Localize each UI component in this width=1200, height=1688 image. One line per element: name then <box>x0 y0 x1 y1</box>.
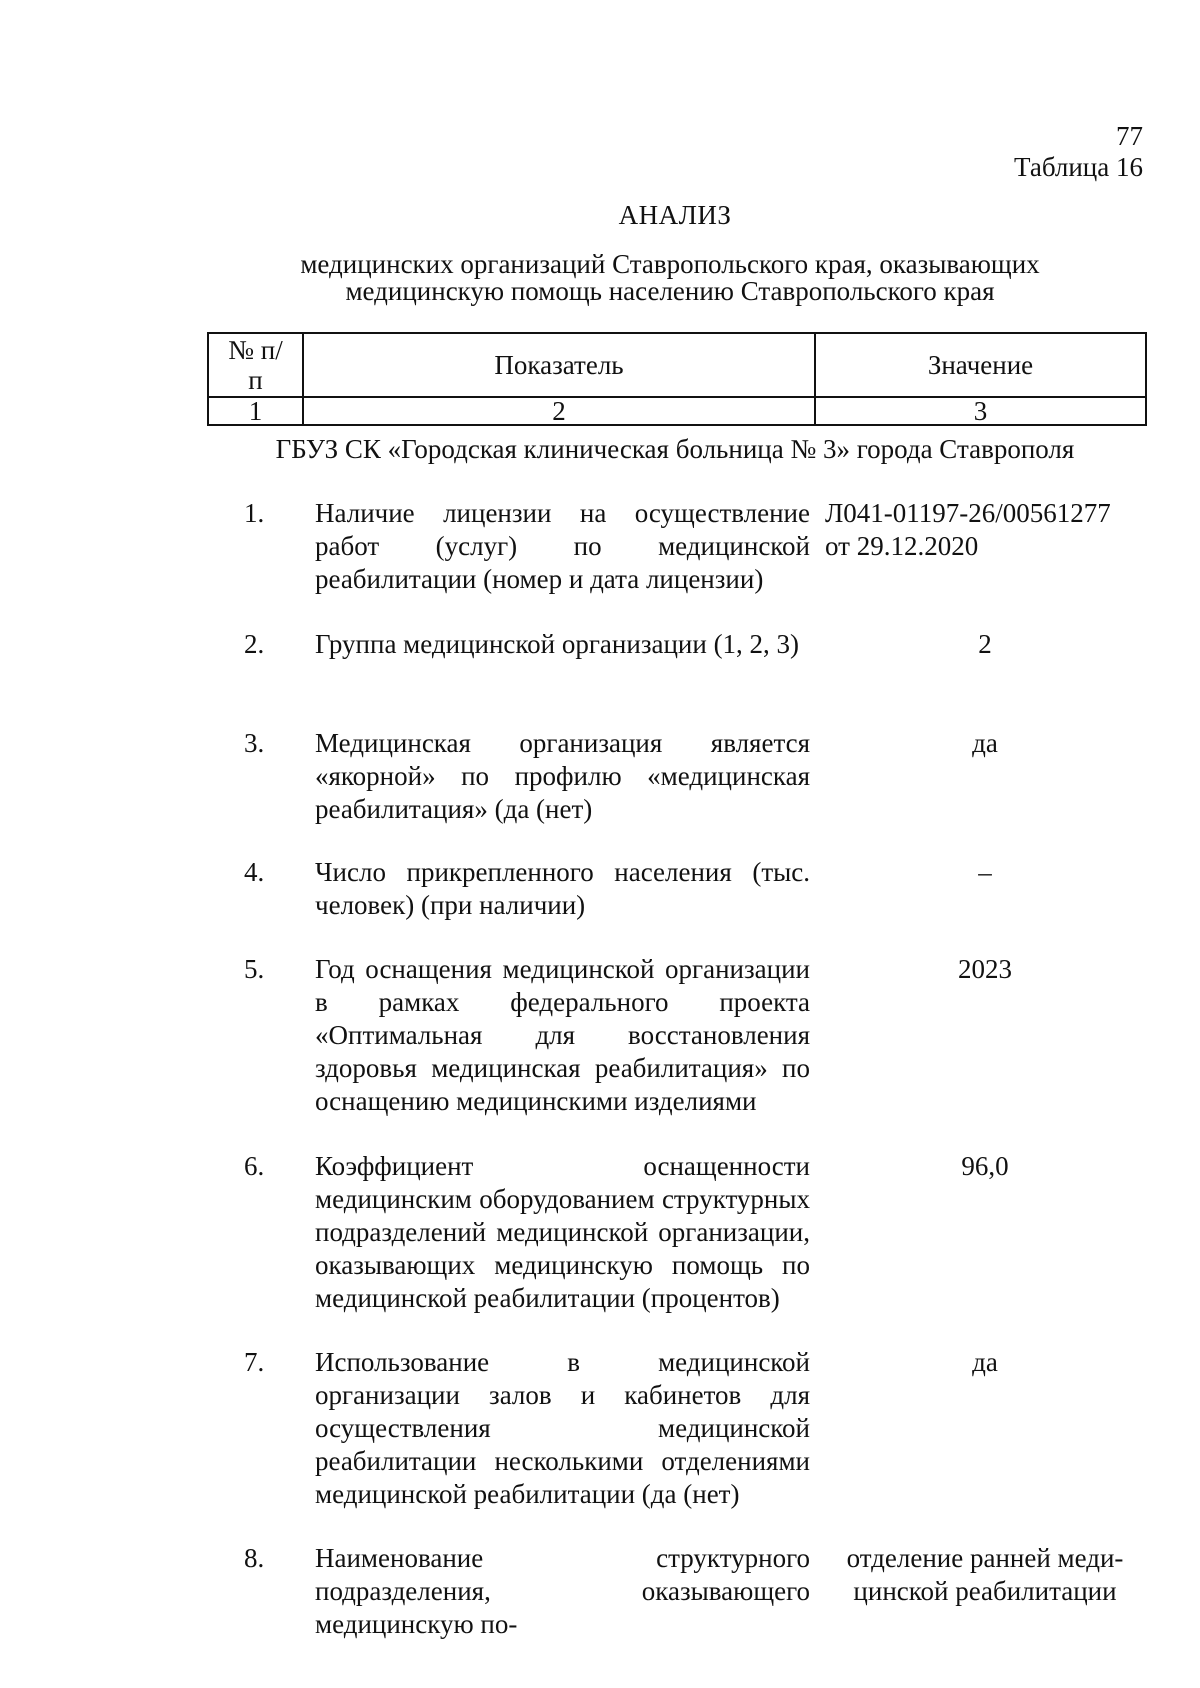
value-line: цинской реабилитации <box>853 1576 1117 1606</box>
value-line: от 29.12.2020 <box>825 531 979 561</box>
row-number: 2. <box>244 629 265 659</box>
table-header <box>207 332 1147 426</box>
row-value: 2023 <box>958 954 1012 984</box>
row-indicator: Наличие лицензии на осуществление работ (услуг) по медицинской реабилитации (номер и дата лицензии) <box>315 498 810 594</box>
page-number: 77 <box>1116 121 1143 151</box>
row-value: – <box>978 857 992 887</box>
row-number: 6. <box>244 1151 265 1181</box>
document-title: АНАЛИЗ <box>618 200 732 230</box>
value-line: Л041-01197-26/00561277 <box>825 498 1111 528</box>
row-number: 4. <box>244 857 265 887</box>
subtitle-line: медицинских организаций Ставропольского края, оказывающих <box>300 249 1040 279</box>
row-indicator: Использование в медицинской организации залов и кабинетов для осуществления медицинской реабилитации несколькими отделениями медицинской реабилитации (да (нет) <box>315 1347 810 1509</box>
row-value <box>820 1542 1150 1608</box>
subtitle-line: медицинскую помощь населению Ставропольского края <box>345 276 995 306</box>
row-indicator: Группа медицинской организации (1, 2, 3) <box>315 629 800 659</box>
row-value: 2 <box>978 629 992 659</box>
row-number: 3. <box>244 728 265 758</box>
row-number: 8. <box>244 1543 265 1573</box>
row-indicator: Коэффициент оснащенности медицинским оборудованием структурных подразделений медицинской организации, оказывающих медицинскую помощь по медицинской реабилитации (процентов) <box>315 1151 810 1313</box>
column-number: 3 <box>815 397 1146 425</box>
row-number: 5. <box>244 954 265 984</box>
row-number: 7. <box>244 1347 265 1377</box>
row-indicator: Год оснащения медицинской организации в рамках федерального проекта «Оптимальная для восстановления здоровья медицинская реабилитация» по оснащению медицинскими изделиями <box>315 954 810 1116</box>
organization-heading: ГБУЗ СК «Городская клиническая больница № 3» города Ставрополя <box>275 434 1075 464</box>
row-value: да <box>972 728 998 758</box>
row-indicator: Медицинская организация является «якорной» по профилю «медицинская реабилитация» (да (нет) <box>315 728 810 824</box>
row-indicator: Число прикрепленного населения (тыс. человек) (при наличии) <box>315 857 810 920</box>
row-indicator: Наименование структурного подразделения, оказывающего медицинскую по- <box>315 1543 810 1639</box>
column-number: 2 <box>303 397 815 425</box>
document-subtitle <box>250 251 1090 305</box>
table-label: Таблица 16 <box>1014 152 1143 182</box>
row-value: 96,0 <box>961 1151 1009 1181</box>
column-number: 1 <box>208 397 303 425</box>
row-number: 1. <box>244 498 265 528</box>
row-value: да <box>972 1347 998 1377</box>
header-indicator: Показатель <box>303 333 815 397</box>
header-value: Значение <box>815 333 1146 397</box>
header-num: № п/п <box>208 333 303 397</box>
row-value <box>825 497 1145 563</box>
value-line: отделение ранней меди- <box>846 1543 1124 1573</box>
